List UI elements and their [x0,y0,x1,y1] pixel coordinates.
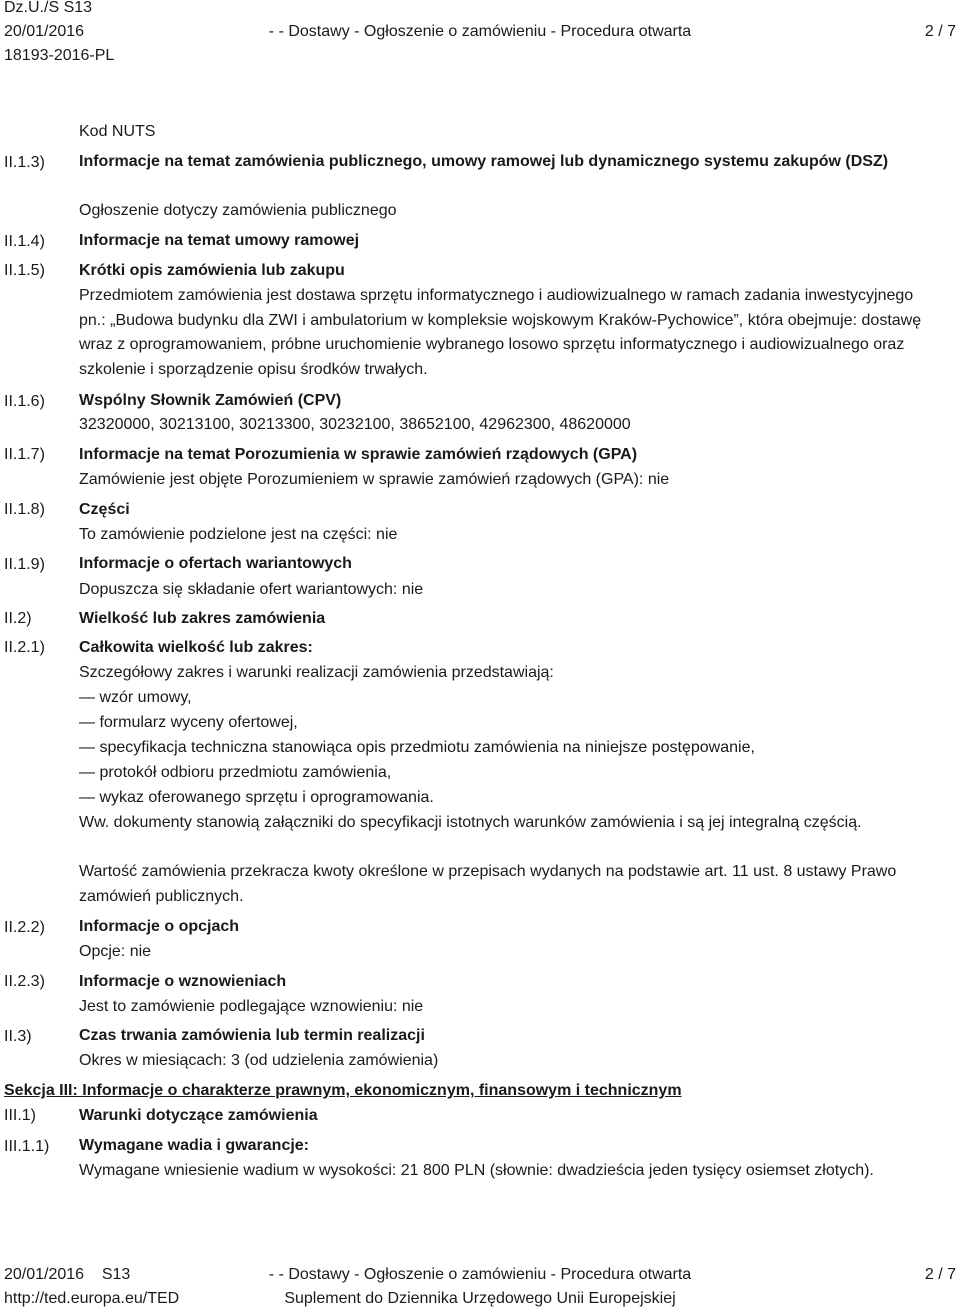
section-number: II.1.5) [4,262,45,279]
section-number: II.1.4) [4,233,45,250]
deposits-heading: Wymagane wadia i gwarancje: [79,1137,310,1154]
list-item: — specyfikacja techniczna stanowiąca opis przedmiotu zamówienia na niniejsze postępowanie, [79,739,755,756]
section-number: II.1.3) [4,154,45,171]
section-number: III.1.1) [4,1138,50,1155]
cpv-heading: Wspólny Słownik Zamówień (CPV) [79,392,342,409]
contract-info-heading: Informacje na temat zamówienia publicznego, umowy ramowej lub dynamicznego systemu zakupów (DSZ) [79,153,889,170]
options-value: Opcje: nie [79,943,152,960]
list-item: — protokół odbioru przedmiotu zamówienia, [79,764,392,781]
section-number: II.3) [4,1028,32,1045]
gpa-heading: Informacje na temat Porozumienia w sprawie zamówień rządowych (GPA) [79,446,638,463]
section-number: II.1.7) [4,446,45,463]
header-page: 2 / 7 [924,23,956,40]
section-number: II.1.6) [4,393,45,410]
header-title: - - Dostawy - Ogłoszenie o zamówieniu - Procedura otwarta [268,23,692,40]
header-ref: Dz.U./S S13 [4,0,93,16]
footer-title: - - Dostawy - Ogłoszenie o zamówieniu - Procedura otwarta [268,1266,692,1283]
nuts-code-label: Kod NUTS [79,123,156,140]
contract-info-value: Ogłoszenie dotyczy zamówienia publicznego [79,202,397,219]
variants-value: Dopuszcza się składanie ofert wariantowych: nie [79,581,424,598]
section-number: II.1.9) [4,556,45,573]
options-heading: Informacje o opcjach [79,918,240,935]
gpa-value: Zamówienie jest objęte Porozumieniem w sprawie zamówień rządowych (GPA): nie [79,471,670,488]
footer-page: 2 / 7 [924,1266,956,1283]
section-number: II.2) [4,610,32,627]
variants-heading: Informacje o ofertach wariantowych [79,555,352,572]
footer-url: http://ted.europa.eu/TED [4,1290,180,1307]
page-footer [4,1263,956,1311]
lots-value: To zamówienie podzielone jest na części: nie [79,526,398,543]
short-description-heading: Krótki opis zamówienia lub zakupu [79,262,345,279]
footer-supplement: Suplement do Dziennika Urzędowego Unii Europejskiej [284,1290,676,1307]
section-number: II.1.8) [4,501,45,518]
short-description-text: Przedmiotem zamówienia jest dostawa sprzętu informatycznego i audiowizualnego w ramach zadania inwestycyjnego pn.: „Budowa budynku dla ZWI i ambulatorium w kompleksie wojskowym Kraków-Pychowice”, która obejmuje: dostawę wraz z oprogramowaniem, próbne uruchomienie wybranego losowo sprzętu informatycznego i audiowizualnego oraz szkolenie i sporządzenie opisu środków trwałych. [79,287,922,378]
section-number: II.2.1) [4,639,45,656]
page-header [4,0,956,68]
scope-intro: Szczegółowy zakres i warunki realizacji zamówienia przedstawiają: [79,664,554,681]
list-item: — wzór umowy, [79,689,192,706]
dash-mark: — [79,689,95,706]
total-quantity-heading: Całkowita wielkość lub zakres: [79,639,313,656]
duration-value: Okres w miesiącach: 3 (od udzielenia zamówienia) [79,1052,439,1069]
section-number: III.1) [4,1107,37,1124]
renewals-heading: Informacje o wznowieniach [79,973,287,990]
dash-mark: — [79,764,95,781]
dash-mark: — [79,739,95,756]
list-item: — wykaz oferowanego sprzętu i oprogramowania. [79,789,434,806]
duration-heading: Czas trwania zamówienia lub termin realizacji [79,1027,425,1044]
dash-mark: — [79,714,95,731]
section-number: II.2.3) [4,973,45,990]
lots-heading: Części [79,501,130,518]
value-note: Wartość zamówienia przekracza kwoty określone w przepisach wydanych na podstawie art. 11 ust. 8 ustawy Prawo zamówień publicznych. [79,863,897,905]
footer-date-issue: 20/01/2016 S13 [4,1266,131,1283]
cpv-codes: 32320000, 30213100, 30213300, 30232100, 38652100, 42962300, 48620000 [79,416,631,433]
deposits-text: Wymagane wniesienie wadium w wysokości: 21 800 PLN (słownie: dwadzieścia jeden tysięcy osiemset złotych). [79,1162,874,1179]
framework-agreement-heading: Informacje na temat umowy ramowej [79,232,360,249]
list-item: — formularz wyceny ofertowej, [79,714,298,731]
dash-mark: — [79,789,95,806]
section-iii-heading: Sekcja III: Informacje o charakterze prawnym, ekonomicznym, finansowym i technicznym [4,1082,682,1099]
conditions-heading: Warunki dotyczące zamówienia [79,1107,318,1124]
quantity-scope-heading: Wielkość lub zakres zamówienia [79,610,326,627]
section-number: II.2.2) [4,919,45,936]
header-number: 18193-2016-PL [4,47,115,64]
documents-note: Ww. dokumenty stanowią załączniki do specyfikacji istotnych warunków zamówienia i są jej integralną częścią. [79,814,862,831]
header-date: 20/01/2016 [4,23,85,40]
renewals-value: Jest to zamówienie podlegające wznowieniu: nie [79,998,424,1015]
